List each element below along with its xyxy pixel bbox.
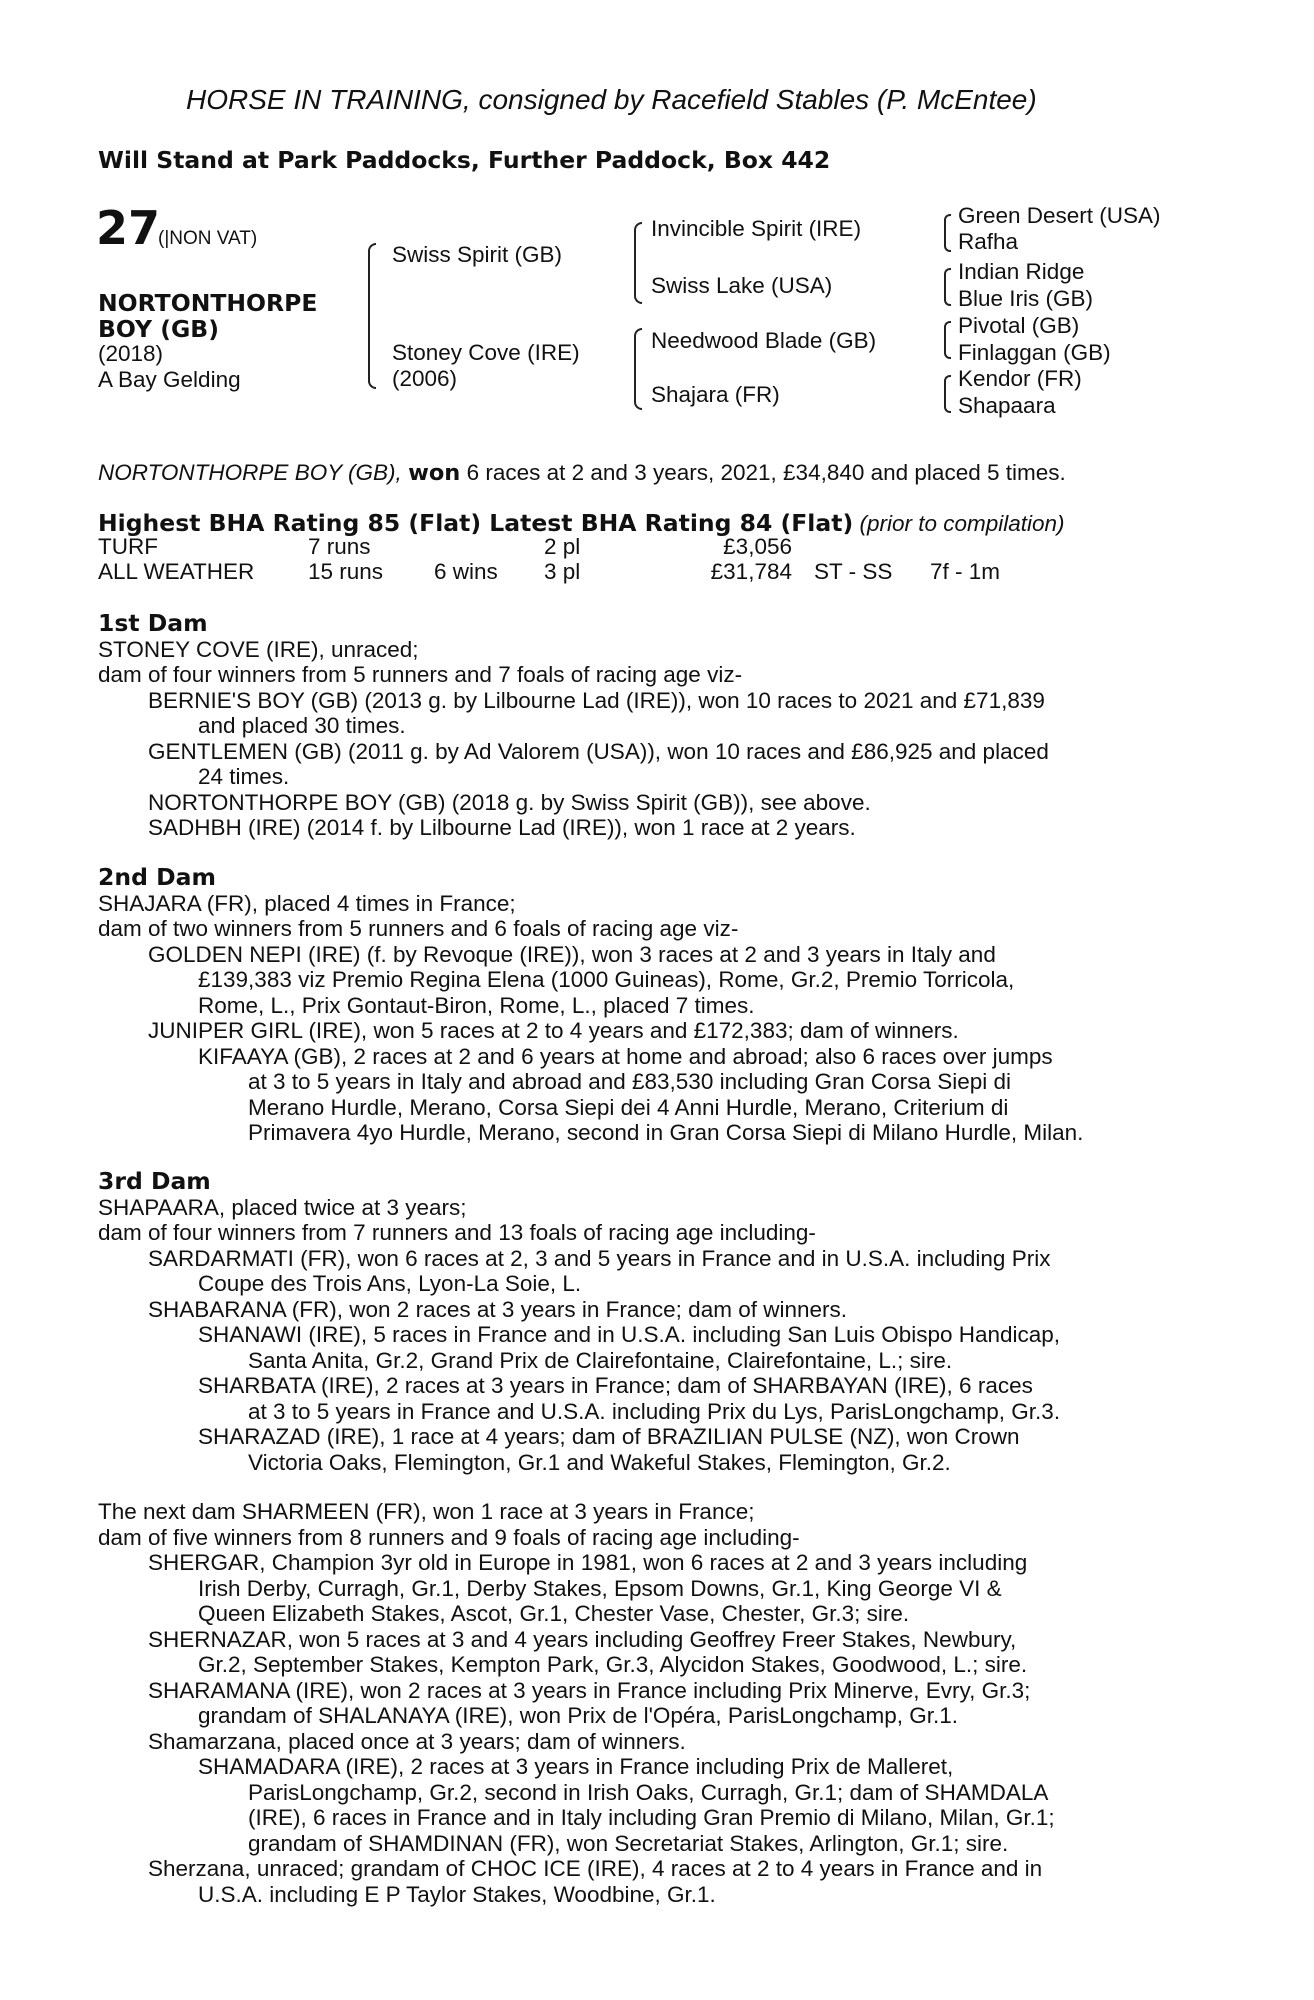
dam-line: dam of four winners from 5 runners and 7 foals of racing age viz- [98, 662, 743, 687]
ancestor-5: Pivotal (GB) [958, 313, 1080, 338]
progeny-line: SARDARMATI (FR), won 6 races at 2, 3 and 5 years in France and in U.S.A. including Prix [148, 1245, 1051, 1271]
progeny-line: at 3 to 5 years in France and U.S.A. including Prix du Lys, ParisLongchamp, Gr.3. [248, 1398, 1061, 1424]
table-row [98, 534, 1000, 559]
ancestor-8: Shapaara [958, 393, 1056, 418]
ancestor-4: Blue Iris (GB) [958, 286, 1094, 311]
progeny-line: Merano Hurdle, Merano, Corsa Siepi dei 4 Anni Hurdle, Merano, Criterium di [248, 1094, 1009, 1120]
record-cell: £31,784 [710, 559, 792, 584]
record-cell: £3,056 [723, 534, 792, 559]
progeny-line: Victoria Oaks, Flemington, Gr.1 and Wakeful Stakes, Flemington, Gr.2. [248, 1449, 951, 1475]
ancestor-6: Finlaggan (GB) [958, 340, 1111, 365]
next-dam-section [98, 1499, 1198, 1907]
progeny-line: SHERNAZAR, won 5 races at 3 and 4 years including Geoffrey Freer Stakes, Newbury, [148, 1626, 1017, 1652]
sire: Swiss Spirit (GB) [392, 242, 563, 267]
pedigree-brace-main [368, 243, 376, 389]
pedigree-brace-g1 [944, 214, 951, 252]
pedigree-brace-dam [634, 328, 642, 410]
section-heading: 1st Dam [98, 609, 208, 637]
progeny-line: at 3 to 5 years in Italy and abroad and £83,530 including Gran Corsa Siepi di [248, 1069, 1011, 1094]
record-cell [434, 534, 544, 559]
progeny-line: grandam of SHALANAYA (IRE), won Prix de l'Opéra, ParisLongchamp, Gr.1. [198, 1703, 959, 1728]
progeny-line: ParisLongchamp, Gr.2, second in Irish Oaks, Curragh, Gr.1; dam of SHAMDALA [248, 1779, 1049, 1805]
record-cell: TURF [98, 534, 158, 559]
dam: Stoney Cove (IRE) [392, 340, 580, 365]
progeny-line: Gr.2, September Stakes, Kempton Park, Gr.3, Alycidon Stakes, Goodwood, L.; sire. [198, 1652, 1028, 1677]
progeny-line: SHANAWI (IRE), 5 races in France and in U.S.A. including San Luis Obispo Handicap, [198, 1322, 1061, 1347]
progeny-line: JUNIPER GIRL (IRE), won 5 races at 2 to 4 years and £172,383; dam of winners. [148, 1018, 959, 1043]
progeny-line: grandam of SHAMDINAN (FR), won Secretariat Stakes, Arlington, Gr.1; sire. [248, 1830, 1009, 1856]
page-title: HORSE IN TRAINING, consigned by Racefield Stables (P. McEntee) [186, 84, 1037, 115]
lot-number: 27 [96, 201, 161, 255]
progeny-line: SADHBH (IRE) (2014 f. by Lilbourne Lad (IRE)), won 1 race at 2 years. [148, 815, 856, 840]
dam-sire: Needwood Blade (GB) [651, 328, 877, 353]
progeny-line: GOLDEN NEPI (IRE) (f. by Revoque (IRE)), won 3 races at 2 and 3 years in Italy and [148, 941, 996, 967]
dam-dam: Shajara (FR) [651, 382, 780, 407]
bha-rating [98, 509, 1065, 537]
summary-horse: NORTONTHORPE BOY (GB), [98, 460, 402, 485]
dam-line: dam of five winners from 8 runners and 9 foals of racing age including- [98, 1524, 800, 1550]
stand-location: Will Stand at Park Paddocks, Further Paddock, Box 442 [98, 146, 831, 174]
race-summary [98, 460, 1066, 486]
progeny-line: GENTLEMEN (GB) (2011 g. by Ad Valorem (USA)), won 10 races and £86,925 and placed [148, 738, 1049, 764]
record-cell: 3 pl [544, 559, 581, 584]
table-row [98, 559, 1000, 584]
progeny-line: SHERGAR, Champion 3yr old in Europe in 1981, won 6 races at 2 and 3 years including [148, 1550, 1028, 1575]
progeny-line: £139,383 viz Premio Regina Elena (1000 Guineas), Rome, Gr.2, Premio Torricola, [198, 967, 1015, 992]
dam-line: STONEY COVE (IRE), unraced; [98, 636, 419, 662]
progeny-line: Santa Anita, Gr.2, Grand Prix de Clairefontaine, Clairefontaine, L.; sire. [248, 1347, 953, 1373]
progeny-line: NORTONTHORPE BOY (GB) (2018 g. by Swiss Spirit (GB)), see above. [148, 789, 871, 815]
record-cell: 15 runs [308, 559, 384, 584]
third-dam-section [98, 1169, 1198, 1475]
foaling-year: (2018) [98, 341, 164, 366]
summary-rest: 6 races at 2 and 3 years, 2021, £34,840 and placed 5 times. [466, 460, 1066, 485]
vat-status: (|NON VAT) [158, 228, 258, 249]
record-cell: 7f - 1m [930, 559, 1001, 584]
record-cell: 2 pl [544, 534, 581, 559]
progeny-line: Rome, L., Prix Gontaut-Biron, Rome, L., placed 7 times. [198, 992, 755, 1018]
section-heading: 3rd Dam [98, 1167, 211, 1195]
record-cell: 7 runs [308, 534, 371, 559]
progeny-line: Coupe des Trois Ans, Lyon-La Soie, L. [198, 1271, 582, 1296]
progeny-line: Primavera 4yo Hurdle, Merano, second in Gran Corsa Siepi di Milano Hurdle, Milan. [248, 1120, 1084, 1145]
ancestor-2: Rafha [958, 229, 1019, 254]
race-record-table [98, 534, 1000, 584]
progeny-line: 24 times. [198, 764, 290, 789]
progeny-line: SHARBATA (IRE), 2 races at 3 years in France; dam of SHARBAYAN (IRE), 6 races [198, 1373, 1033, 1398]
progeny-line: Shamarzana, placed once at 3 years; dam of winners. [148, 1728, 686, 1754]
horse-name-cont: BOY (GB) [98, 315, 219, 343]
progeny-line: KIFAAYA (GB), 2 races at 2 and 6 years at home and abroad; also 6 races over jumps [198, 1043, 1053, 1069]
ancestor-7: Kendor (FR) [958, 366, 1082, 391]
progeny-line: SHARAZAD (IRE), 1 race at 4 years; dam of BRAZILIAN PULSE (NZ), won Crown [198, 1424, 1020, 1449]
pedigree-brace-g3 [944, 321, 951, 359]
progeny-line: and placed 30 times. [198, 713, 406, 738]
dam-line: The next dam SHARMEEN (FR), won 1 race at 3 years in France; [98, 1499, 755, 1524]
record-cell: ALL WEATHER [98, 559, 255, 584]
sire-sire: Invincible Spirit (IRE) [651, 216, 862, 241]
record-cell [930, 534, 1000, 559]
horse-name: NORTONTHORPE [98, 289, 318, 317]
dam-line: SHAJARA (FR), placed 4 times in France; [98, 890, 516, 916]
progeny-line: SHARAMANA (IRE), won 2 races at 3 years in France including Prix Minerve, Evry, Gr.3; [148, 1677, 1031, 1703]
pedigree-brace-g4 [944, 375, 951, 413]
rating-note: (prior to compilation) [859, 511, 1065, 536]
record-cell: ST - SS [814, 559, 893, 584]
dam-line: dam of two winners from 5 runners and 6 foals of racing age viz- [98, 916, 739, 941]
ancestor-3: Indian Ridge [958, 259, 1085, 284]
progeny-line: SHAMADARA (IRE), 2 races at 3 years in France including Prix de Malleret, [198, 1754, 954, 1779]
progeny-line: SHABARANA (FR), won 2 races at 3 years in France; dam of winners. [148, 1296, 848, 1322]
progeny-line: U.S.A. including E P Taylor Stakes, Woodbine, Gr.1. [198, 1881, 716, 1907]
progeny-line: Irish Derby, Curragh, Gr.1, Derby Stakes, Epsom Downs, Gr.1, King George VI & [198, 1575, 1002, 1601]
second-dam-section [98, 865, 1198, 1146]
rating-text: Highest BHA Rating 85 (Flat) Latest BHA Rating 84 (Flat) [98, 509, 854, 537]
progeny-line: (IRE), 6 races in France and in Italy including Gran Premio di Milano, Milan, Gr.1; [248, 1805, 1055, 1830]
dam-line: dam of four winners from 7 runners and 13 foals of racing age including- [98, 1220, 816, 1245]
record-cell [814, 534, 930, 559]
ancestor-1: Green Desert (USA) [958, 203, 1161, 228]
pedigree-brace-g2 [944, 268, 951, 306]
sire-dam: Swiss Lake (USA) [651, 273, 833, 298]
dam-line: SHAPAARA, placed twice at 3 years; [98, 1194, 467, 1220]
section-heading: 2nd Dam [98, 863, 216, 891]
record-cell: 6 wins [434, 559, 498, 584]
summary-won: won [408, 460, 461, 486]
horse-description: A Bay Gelding [98, 367, 241, 392]
first-dam-section [98, 611, 1198, 841]
progeny-line: BERNIE'S BOY (GB) (2013 g. by Lilbourne Lad (IRE)), won 10 races to 2021 and £71,839 [148, 687, 1045, 713]
progeny-line: Queen Elizabeth Stakes, Ascot, Gr.1, Chester Vase, Chester, Gr.3; sire. [198, 1601, 910, 1626]
pedigree-brace-sire [634, 222, 642, 304]
dam-year: (2006) [392, 366, 458, 391]
progeny-line: Sherzana, unraced; grandam of CHOC ICE (IRE), 4 races at 2 to 4 years in France and in [148, 1856, 1043, 1881]
